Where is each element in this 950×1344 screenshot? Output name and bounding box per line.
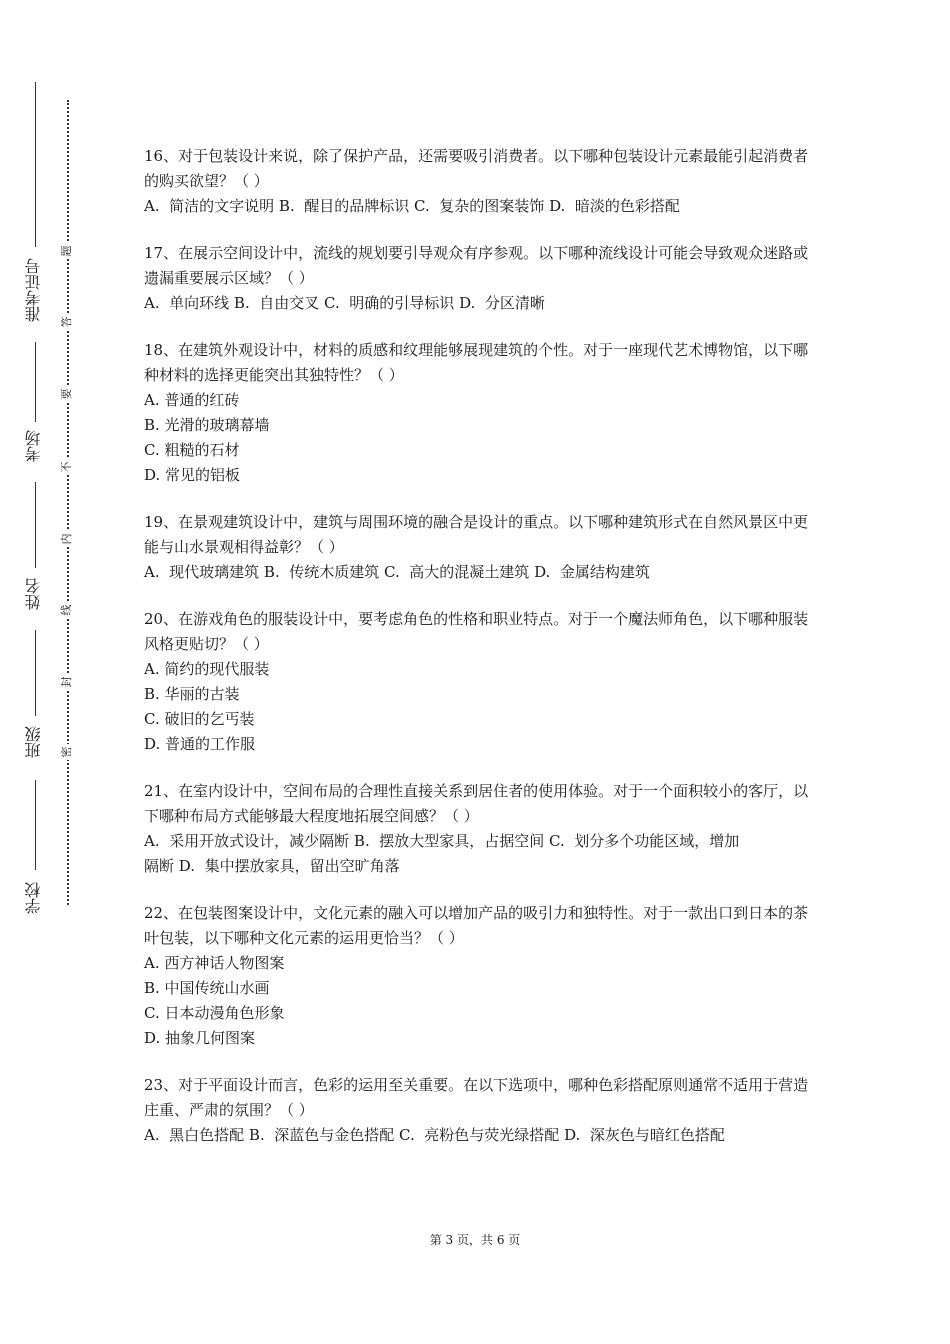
question-22 [144, 901, 816, 1051]
option-a: A. 简约的现代服装 [144, 660, 270, 678]
option-a: A. 单向环线 [144, 294, 230, 312]
question-stem: 22、在包装图案设计中，文化元素的融入可以增加产品的吸引力和独特性。对于一款出口到日本的茶叶包装，以下哪种文化元素的运用更恰当？（ ） [144, 904, 809, 947]
options-line [144, 854, 816, 879]
option-a: A. 采用开放式设计，减少隔断 [144, 832, 350, 850]
seal-char: 封 [59, 674, 75, 690]
class-label: 班级 [24, 726, 43, 758]
option-c: C. 划分多个功能区域，增加 [549, 832, 740, 850]
options-line [144, 1123, 816, 1148]
option-d: D. 集中摆放家具，留出空旷角落 [178, 857, 400, 875]
option-c: C. 高大的混凝土建筑 [384, 563, 530, 581]
option-b: B. 华丽的古装 [144, 685, 240, 703]
seal-char: 要 [59, 386, 75, 402]
option-c: C. 粗糙的石材 [144, 441, 240, 459]
seal-char: 线 [59, 602, 75, 618]
option-b: B. 光滑的玻璃幕墙 [144, 416, 270, 434]
question-stem: 19、在景观建筑设计中，建筑与周围环境的融合是设计的重点。以下哪种建筑形式在自然风景区中更能与山水景观相得益彰？（ ） [144, 513, 809, 556]
school-label: 学校 [24, 882, 43, 914]
question-17 [144, 241, 816, 316]
option-d: D. 暗淡的色彩搭配 [549, 197, 680, 215]
admission-number-line [35, 82, 36, 247]
question-20 [144, 607, 816, 757]
option-b: B. 摆放大型家具，占据空间 [353, 832, 545, 850]
question-19 [144, 510, 816, 585]
option-c: C. 明确的引导标识 [324, 294, 455, 312]
seal-char: 密 [59, 744, 75, 760]
option-b: B. 深蓝色与金色搭配 [248, 1126, 395, 1144]
option-d: D. 分区清晰 [459, 294, 545, 312]
question-stem: 23、对于平面设计而言，色彩的运用至关重要。在以下选项中，哪种色彩搭配原则通常不适用于营造庄重、严肃的氛围？（ ） [144, 1076, 809, 1119]
seal-char: 不 [59, 459, 75, 475]
exam-room-line [35, 342, 36, 422]
question-stem: 20、在游戏角色的服装设计中，要考虑角色的性格和职业特点。对于一个魔法师角色，以下哪种服装风格更贴切？（ ） [144, 610, 809, 653]
page-number: 第 3 页，共 6 页 [429, 1233, 521, 1247]
option-b: B. 传统木质建筑 [263, 563, 380, 581]
options-line [144, 560, 816, 585]
option-c: C. 复杂的图案装饰 [414, 197, 545, 215]
seal-char: 内 [59, 531, 75, 547]
option-a: A. 西方神话人物图案 [144, 954, 285, 972]
name-label: 姓名 [24, 578, 43, 610]
question-stem: 21、在室内设计中，空间布局的合理性直接关系到居住者的使用体验。对于一个面积较小的客厅，以下哪种布局方式能够最大程度地拓展空间感？（ ） [144, 782, 809, 825]
name-line [35, 482, 36, 568]
options-line [144, 194, 816, 219]
option-c: C. 亮粉色与荧光绿搭配 [399, 1126, 560, 1144]
option-d: D. 深灰色与暗红色搭配 [564, 1126, 725, 1144]
seal-char: 题 [59, 243, 75, 259]
class-line [35, 630, 36, 716]
option-a: A. 黑白色搭配 [144, 1126, 245, 1144]
question-18 [144, 338, 816, 488]
question-stem: 17、在展示空间设计中，流线的规划要引导观众有序参观。以下哪种流线设计可能会导致观众迷路或遗漏重要展示区域？（ ） [144, 244, 809, 287]
question-stem: 16、对于包装设计来说，除了保护产品，还需要吸引消费者。以下哪种包装设计元素最能引起消费者的购买欲望？（ ） [144, 147, 809, 190]
option-d: D. 常见的铝板 [144, 466, 241, 484]
option-d: D. 金属结构建筑 [534, 563, 650, 581]
option-a: A. 普通的红砖 [144, 391, 240, 409]
exam-room-label: 考场 [24, 430, 43, 462]
admission-number-label: 准考证号 [24, 258, 43, 322]
option-c: C. 破旧的乞丐装 [144, 710, 255, 728]
option-d: D. 普通的工作服 [144, 735, 256, 753]
options-line [144, 829, 816, 854]
school-line [35, 780, 36, 870]
seal-dotted-line [67, 100, 69, 905]
question-list [144, 144, 816, 1170]
option-b: B. 中国传统山水画 [144, 979, 270, 997]
option-a: A. 简洁的文字说明 [144, 197, 275, 215]
question-stem: 18、在建筑外观设计中，材料的质感和纹理能够展现建筑的个性。对于一座现代艺术博物馆，以下哪种材料的选择更能突出其独特性？（ ） [144, 341, 809, 384]
option-c: C. 日本动漫角色形象 [144, 1004, 285, 1022]
options-line [144, 291, 816, 316]
question-21 [144, 779, 816, 879]
question-16 [144, 144, 816, 219]
option-a: A. 现代玻璃建筑 [144, 563, 260, 581]
question-23 [144, 1073, 816, 1148]
option-b: B. 自由交叉 [233, 294, 320, 312]
option-b: B. 醒目的品牌标识 [278, 197, 410, 215]
seal-char: 答 [59, 314, 75, 330]
option-d: D. 抽象几何图案 [144, 1029, 256, 1047]
option-c-continued: 隔断 [144, 857, 175, 875]
